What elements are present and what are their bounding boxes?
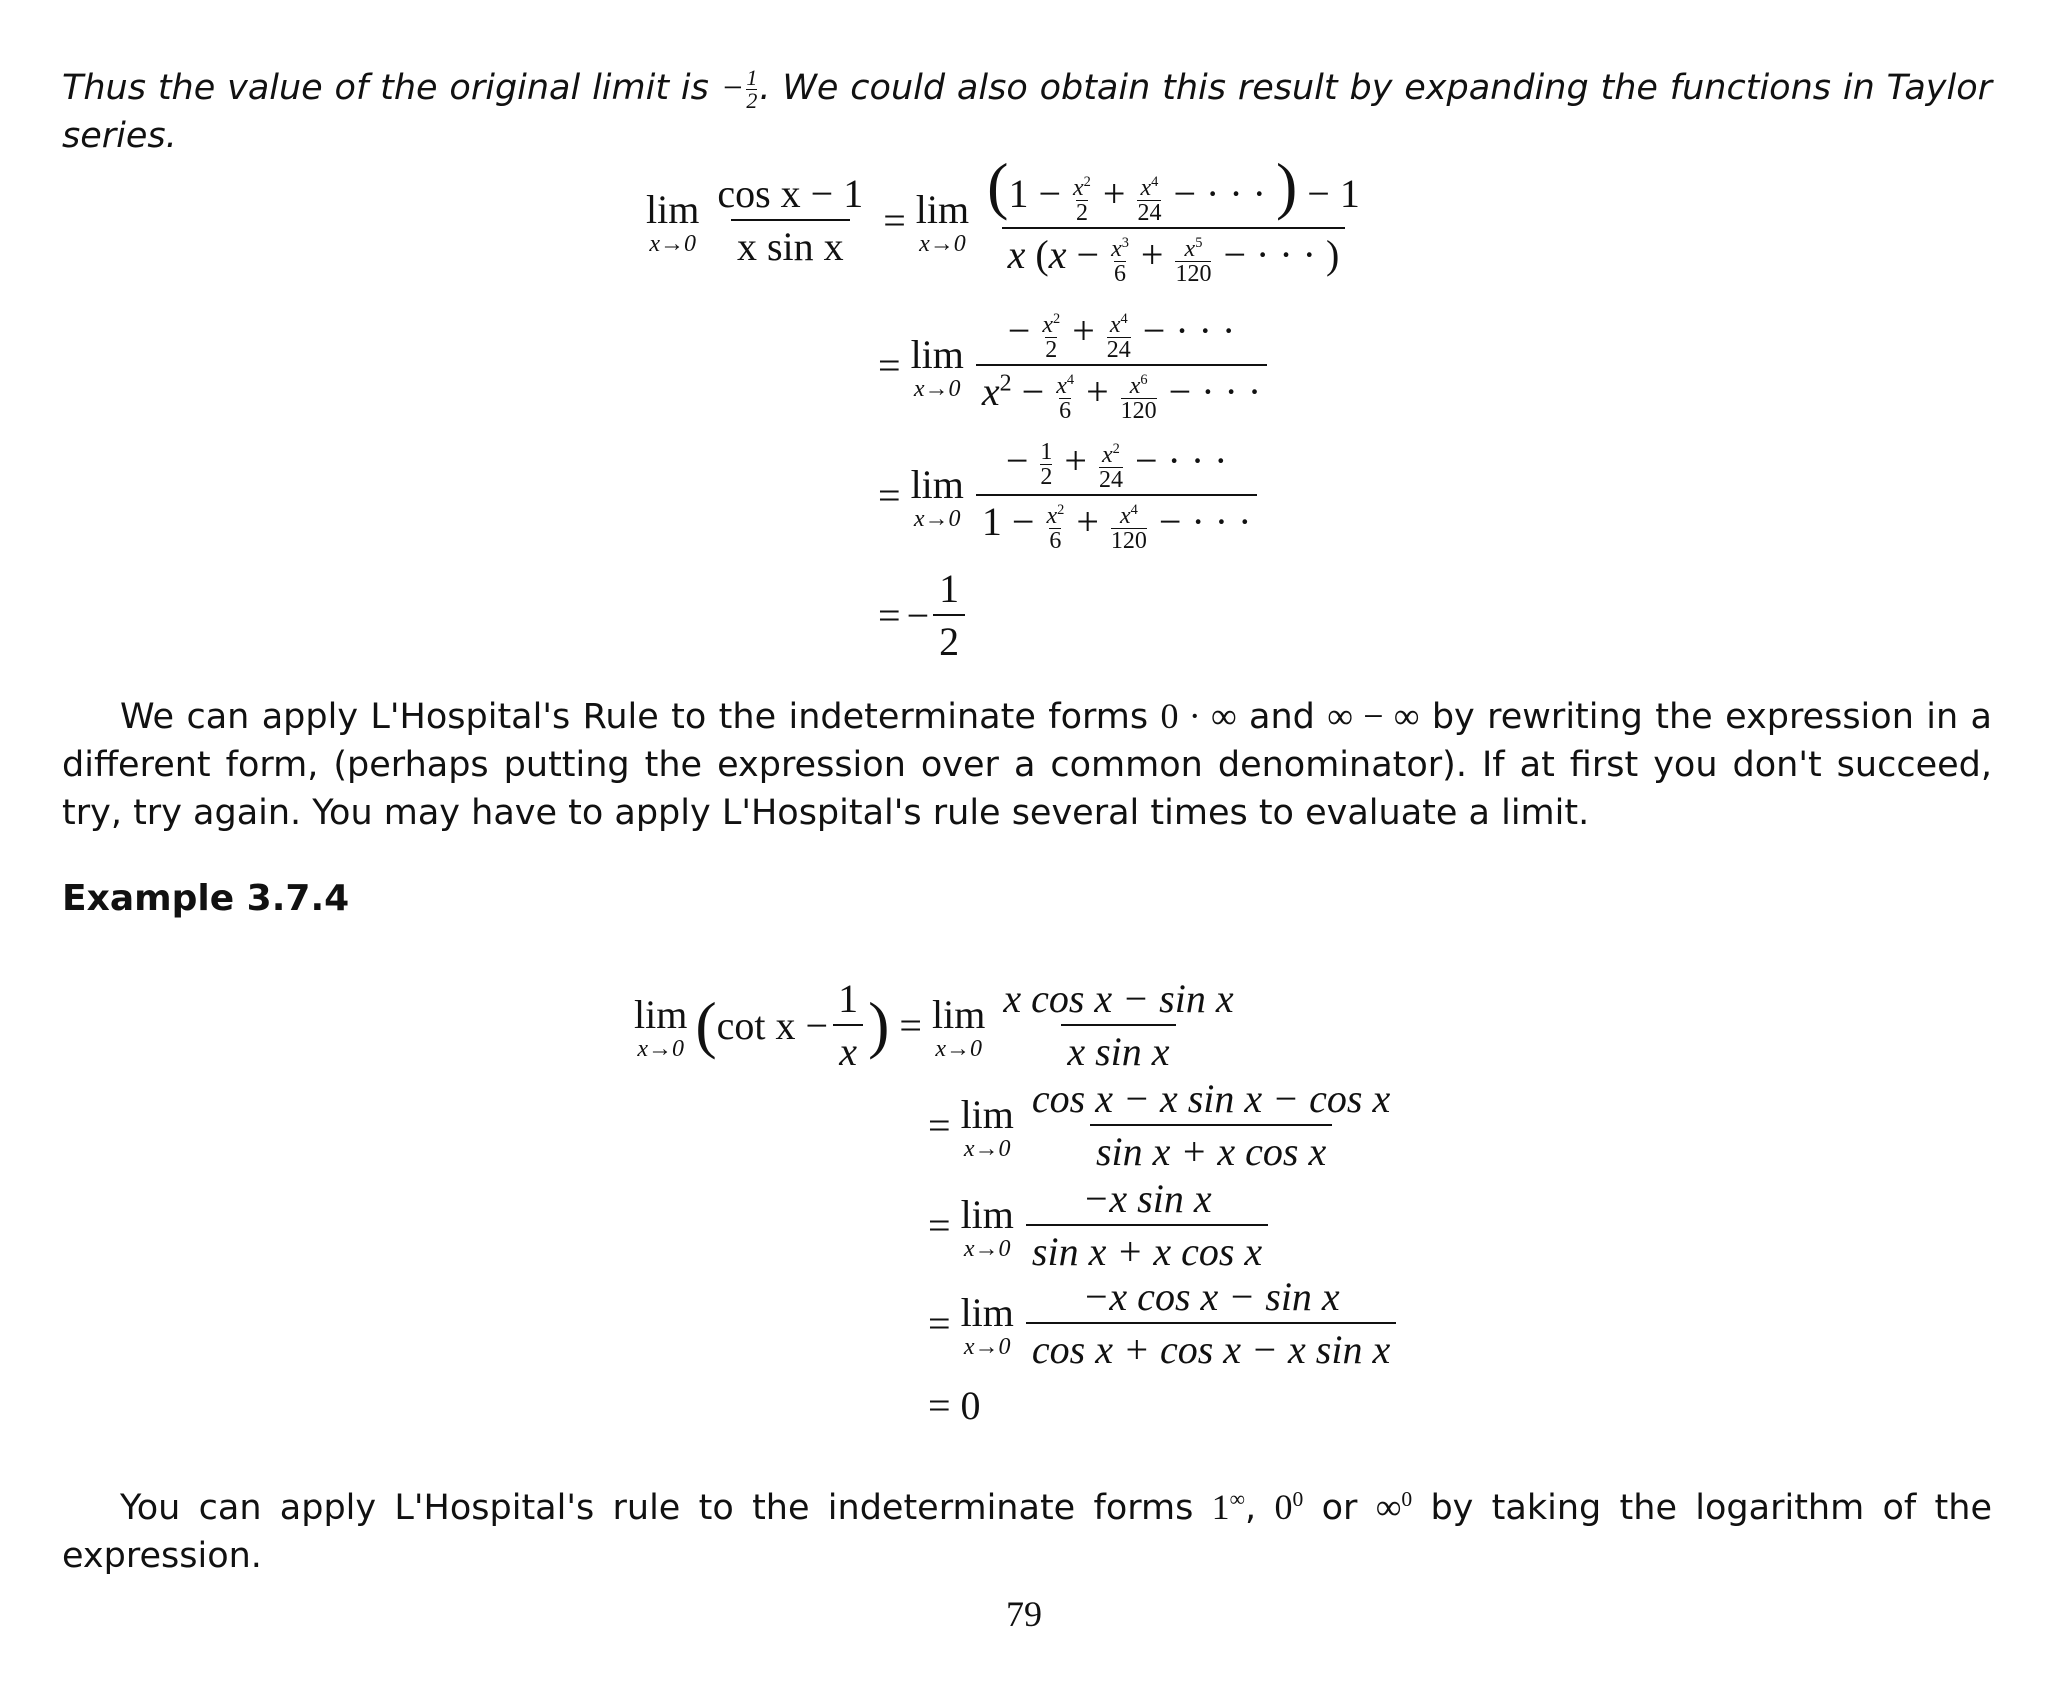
cot-step-3: $\frac{\text{−x sin x}}{\text{sin x + x cos x}}$ bbox=[1026, 1175, 1268, 1275]
cot-step-2: $\frac{\text{cos x − x sin x − cos x}}{\text{sin x + x cos x}}$ bbox=[1031, 1076, 1391, 1174]
taylor-fraction-2: − $\frac{x^2}{2}$ + $\frac{x^4}{24}$ − · · · $x^2$ − $\frac{x^4}{6}$ + $\frac{x^6}{120}$ − · · · bbox=[976, 307, 1267, 424]
intro-text-after: . We could also obtain this result by expanding the functions in Taylor series. bbox=[62, 68, 1993, 156]
cot-term: cot x − bbox=[716, 1002, 829, 1048]
page-number: 79 bbox=[1006, 1594, 1042, 1634]
taylor-line-3: = lim x→0 − $\frac{1}{2}$ + $\frac{x^2}{24}$ − · · · 1 − $\frac{x^2}{6}$ + $\frac{x^4}{120}$ − · · · bbox=[878, 435, 1261, 555]
intro-value-fraction: $\frac{1}{2}$ bbox=[746, 64, 758, 113]
cot-line-1: lim x→0 ( cot x − $\frac{1}{x}$ ) = lim x→0 $\frac{\text{x cos x − sin x}}{\text{x sin x}}$ bbox=[634, 965, 1244, 1085]
lim-operator: lim x→0 bbox=[915, 186, 970, 257]
taylor-line-2: = lim x→0 − $\frac{x^2}{2}$ + $\frac{x^4}{24}$ − · · · $x^2$ − $\frac{x^4}{6}$ + $\frac{x^6}{120}$ − · · · bbox=[878, 305, 1271, 425]
lhs-fraction: $\frac{\text{cos x − 1}}{\text{x sin x}}$ bbox=[717, 171, 864, 269]
example-heading: Example 3.7.4 bbox=[62, 878, 350, 919]
form-one-to-inf: 1∞ bbox=[1211, 1487, 1246, 1527]
form-zero-to-zero: $0^0$ bbox=[1274, 1487, 1304, 1527]
cot-final: = 0 bbox=[928, 1382, 981, 1428]
log-paragraph: You can apply L'Hospital's rule to the indeterminate forms 1∞, $0^0$ or ∞$^0$ by taking the logarithm of the expression. bbox=[62, 1487, 1992, 1576]
result-fraction: $\frac{1}{2}$ bbox=[933, 565, 965, 665]
cot-line-2: = lim x→0 $\frac{\text{cos x − x sin x − cos x}}{\text{sin x + x cos x}}$ bbox=[928, 1075, 1400, 1175]
form-inf-to-zero: ∞$^0$ bbox=[1375, 1487, 1413, 1527]
taylor-line-4: = − $\frac{1}{2}$ bbox=[878, 560, 969, 670]
cot-line-3: = lim x→0 $\frac{\text{−x sin x}}{\text{sin x + x cos x}}$ bbox=[928, 1175, 1272, 1275]
intro-text-before: Thus the value of the original limit is bbox=[62, 68, 721, 108]
equals-sign: = bbox=[883, 197, 906, 243]
cot-step-1: $\frac{\text{x cos x − sin x}}{\text{x sin x}}$ bbox=[1003, 976, 1234, 1074]
cot-step-4: $\frac{\text{−x cos x − sin x}}{\text{cos x + cos x − x sin x}}$ bbox=[1026, 1273, 1396, 1373]
lim-operator: lim x→0 bbox=[646, 186, 700, 257]
result-sign: − bbox=[906, 592, 930, 638]
lhospital-paragraph: We can apply L'Hospital's Rule to the indeterminate forms 0 · ∞ and ∞ − ∞ by rewriting the expression in a different form, (perhaps putting the expression over a common denominator). If at first you don't succeed, try, try again. You may have to apply L'Hospital's rule several times to evaluate a limit. bbox=[62, 696, 1993, 833]
form-inf-minus-inf: ∞ − ∞ bbox=[1327, 696, 1420, 736]
form-zero-times-inf: 0 · ∞ bbox=[1160, 696, 1237, 736]
one-over-x: $\frac{1}{x}$ bbox=[832, 975, 864, 1075]
cot-line-4: = lim x→0 $\frac{\text{−x cos x − sin x}}{\text{cos x + cos x − x sin x}}$ bbox=[928, 1273, 1400, 1373]
intro-value-sign: − bbox=[720, 68, 745, 107]
cot-line-5 bbox=[928, 1375, 981, 1435]
taylor-fraction-3: − $\frac{1}{2}$ + $\frac{x^2}{24}$ − · · · 1 − $\frac{x^2}{6}$ + $\frac{x^4}{120}$ − · · · bbox=[976, 437, 1258, 554]
taylor-fraction-1: (1 − $\frac{x^2}{2}$ + $\frac{x^4}{24}$ − · · · ) − 1 x (x − $\frac{x^3}{6}$ + $\frac{x^5}{120}$ − · · · ) bbox=[987, 149, 1360, 288]
